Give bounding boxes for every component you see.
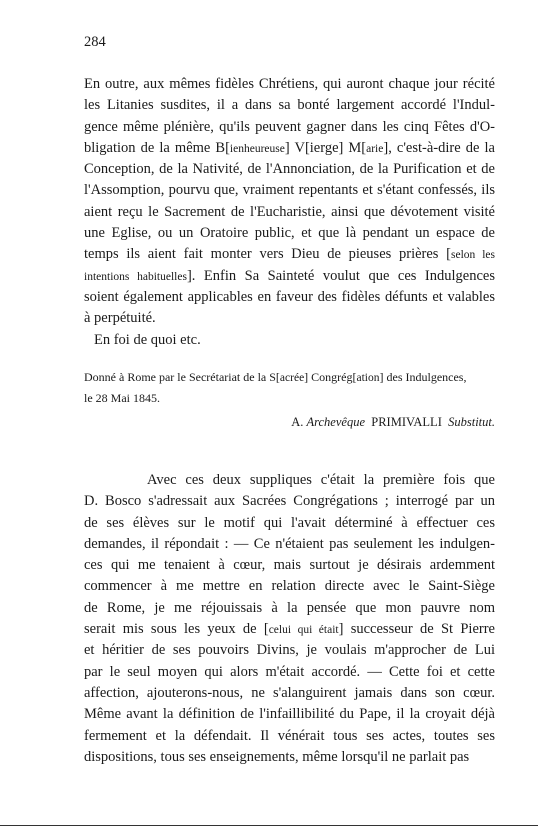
para2-line	[84, 576, 495, 597]
text-run: fermement et la défendait. Il vénérait tous ses actes, toutes ses	[84, 727, 495, 744]
editorial-insertion: ienheureuse	[229, 142, 285, 155]
editorial-insertion: acrée	[279, 372, 305, 384]
para1-line	[84, 138, 495, 159]
para1-line	[84, 159, 495, 180]
text-run: demandes, il répondait : — Ce n'étaient pas seulement les indulgen-	[84, 535, 495, 552]
para2-line	[84, 619, 495, 640]
text-run: Avec ces deux suppliques c'était la première fois que	[147, 472, 495, 488]
para1-line	[84, 180, 495, 201]
para1-line	[84, 244, 495, 265]
text-run: En foi de quoi etc.	[94, 331, 201, 348]
para1-line	[84, 74, 495, 95]
para2-line	[84, 513, 495, 534]
para2-line	[84, 534, 495, 555]
text-run: une Eglise, ou un Oratoire public, et que là pendant un espace de	[84, 225, 495, 242]
text-run: ces qui me tenaient à cœur, mais surtout je désirais ardemment	[84, 557, 495, 574]
para1-line	[84, 95, 495, 116]
para2-line	[84, 683, 495, 704]
text-run: et héritier de ses pouvoirs Divins, je voulais m'approcher de Lui	[84, 642, 495, 659]
text-run: ], c'est-à-dire de la	[383, 139, 495, 156]
para1-line	[84, 330, 495, 351]
text-run: de Rome, je me réjouissais à la pensée que mon pauvre nom	[84, 599, 495, 616]
text-run: bligation de la même B[	[84, 139, 230, 156]
text-run: Donné à Rome par le Secrétariat de la S[	[84, 370, 280, 384]
signature	[291, 415, 495, 430]
signature-name: PRIMIVALLI	[371, 415, 442, 429]
text-run: En outre, aux mêmes fidèles Chrétiens, qui auront chaque jour récité	[84, 76, 495, 92]
para2-line	[84, 704, 495, 725]
signature-title: Archevêque	[306, 415, 365, 429]
editorial-insertion: arie	[366, 142, 384, 155]
text-run: dispositions, tous ses enseignements, même lorsqu'il ne parlait pas	[84, 748, 470, 765]
text-run: Même avant la définition de l'infaillibilité du Pape, il la croyait déjà	[84, 706, 495, 723]
paragraph-don-bosco	[84, 470, 495, 768]
editorial-insertion: ation	[356, 372, 380, 384]
text-run: ]. Enfin Sa Sainteté voulut que ces Indulgences	[186, 267, 495, 284]
text-run: soient également applicables en faveur des fidèles défunts et valables	[84, 288, 495, 305]
text-run: D. Bosco s'adressait aux Sacrées Congrégations ; interrogé par un	[84, 493, 495, 510]
text-run: ] successeur de St Pierre	[338, 621, 495, 638]
paragraph-indulgences	[84, 74, 495, 351]
page-number: 284	[84, 34, 106, 50]
page-edge-line	[0, 825, 538, 826]
text-run: à perpétuité.	[84, 310, 156, 327]
editorial-insertion: selon les	[450, 249, 495, 262]
para2-line	[84, 491, 495, 512]
text-run: gence même plénière, qu'ils peuvent gagner dans les cinq Fêtes d'O-	[84, 118, 495, 135]
text-run: l'Assomption, pourvu que, vraiment repentants et s'étant confessés, ils	[84, 182, 495, 199]
text-run: le 28 Mai 1845.	[84, 391, 160, 406]
para2-line	[84, 662, 495, 683]
signature-role: Substitut.	[448, 415, 495, 429]
note-lines-line	[84, 368, 495, 389]
text-run: les Litanies susdites, il a dans sa bonté largement accordé l'Indul-	[84, 97, 495, 114]
text-run: ] des Indulgences,	[379, 370, 467, 384]
para1-line	[84, 223, 495, 244]
para2-line	[84, 726, 495, 747]
para2-line	[84, 747, 495, 768]
para1-line	[84, 287, 495, 308]
text-run: aient reçu le Sacrement de l'Eucharistie, ainsi que dévotement visité	[84, 203, 495, 220]
para1-line	[84, 266, 495, 287]
issuance-note	[84, 368, 495, 411]
para1-line	[84, 202, 495, 223]
text-run: par le seul moyen qui alors m'était accordé. — Cette foi et cette	[84, 663, 495, 680]
text-run: ] V[ierge] M[	[284, 139, 367, 156]
para2-line	[84, 470, 495, 491]
text-run: ] Congrég[	[304, 370, 357, 384]
text-run: temps ils aient fait monter vers Dieu de pieuses prières [	[84, 246, 451, 263]
para2-line	[84, 555, 495, 576]
signature-initial: A.	[291, 415, 304, 429]
editorial-insertion: intentions habituelles	[84, 270, 187, 283]
para1-line	[84, 117, 495, 138]
text-run: serait mis sous les yeux de [	[84, 621, 269, 638]
text-run: affection, ajouterons-nous, ne s'alanguirent jamais dans son cœur.	[84, 684, 495, 701]
text-run: de ses élèves sur le motif qui l'avait déterminé à effectuer ces	[84, 514, 495, 531]
para1-line	[84, 308, 495, 329]
para2-line	[84, 640, 495, 661]
text-run: commencer à me mettre en relation directe avec le Saint-Siège	[84, 578, 495, 595]
text-run: Conception, de la Nativité, de l'Annonciation, de la Purification et de	[84, 161, 495, 178]
note-lines-line	[84, 389, 495, 410]
para2-line	[84, 598, 495, 619]
editorial-insertion: celui qui était	[268, 624, 339, 637]
